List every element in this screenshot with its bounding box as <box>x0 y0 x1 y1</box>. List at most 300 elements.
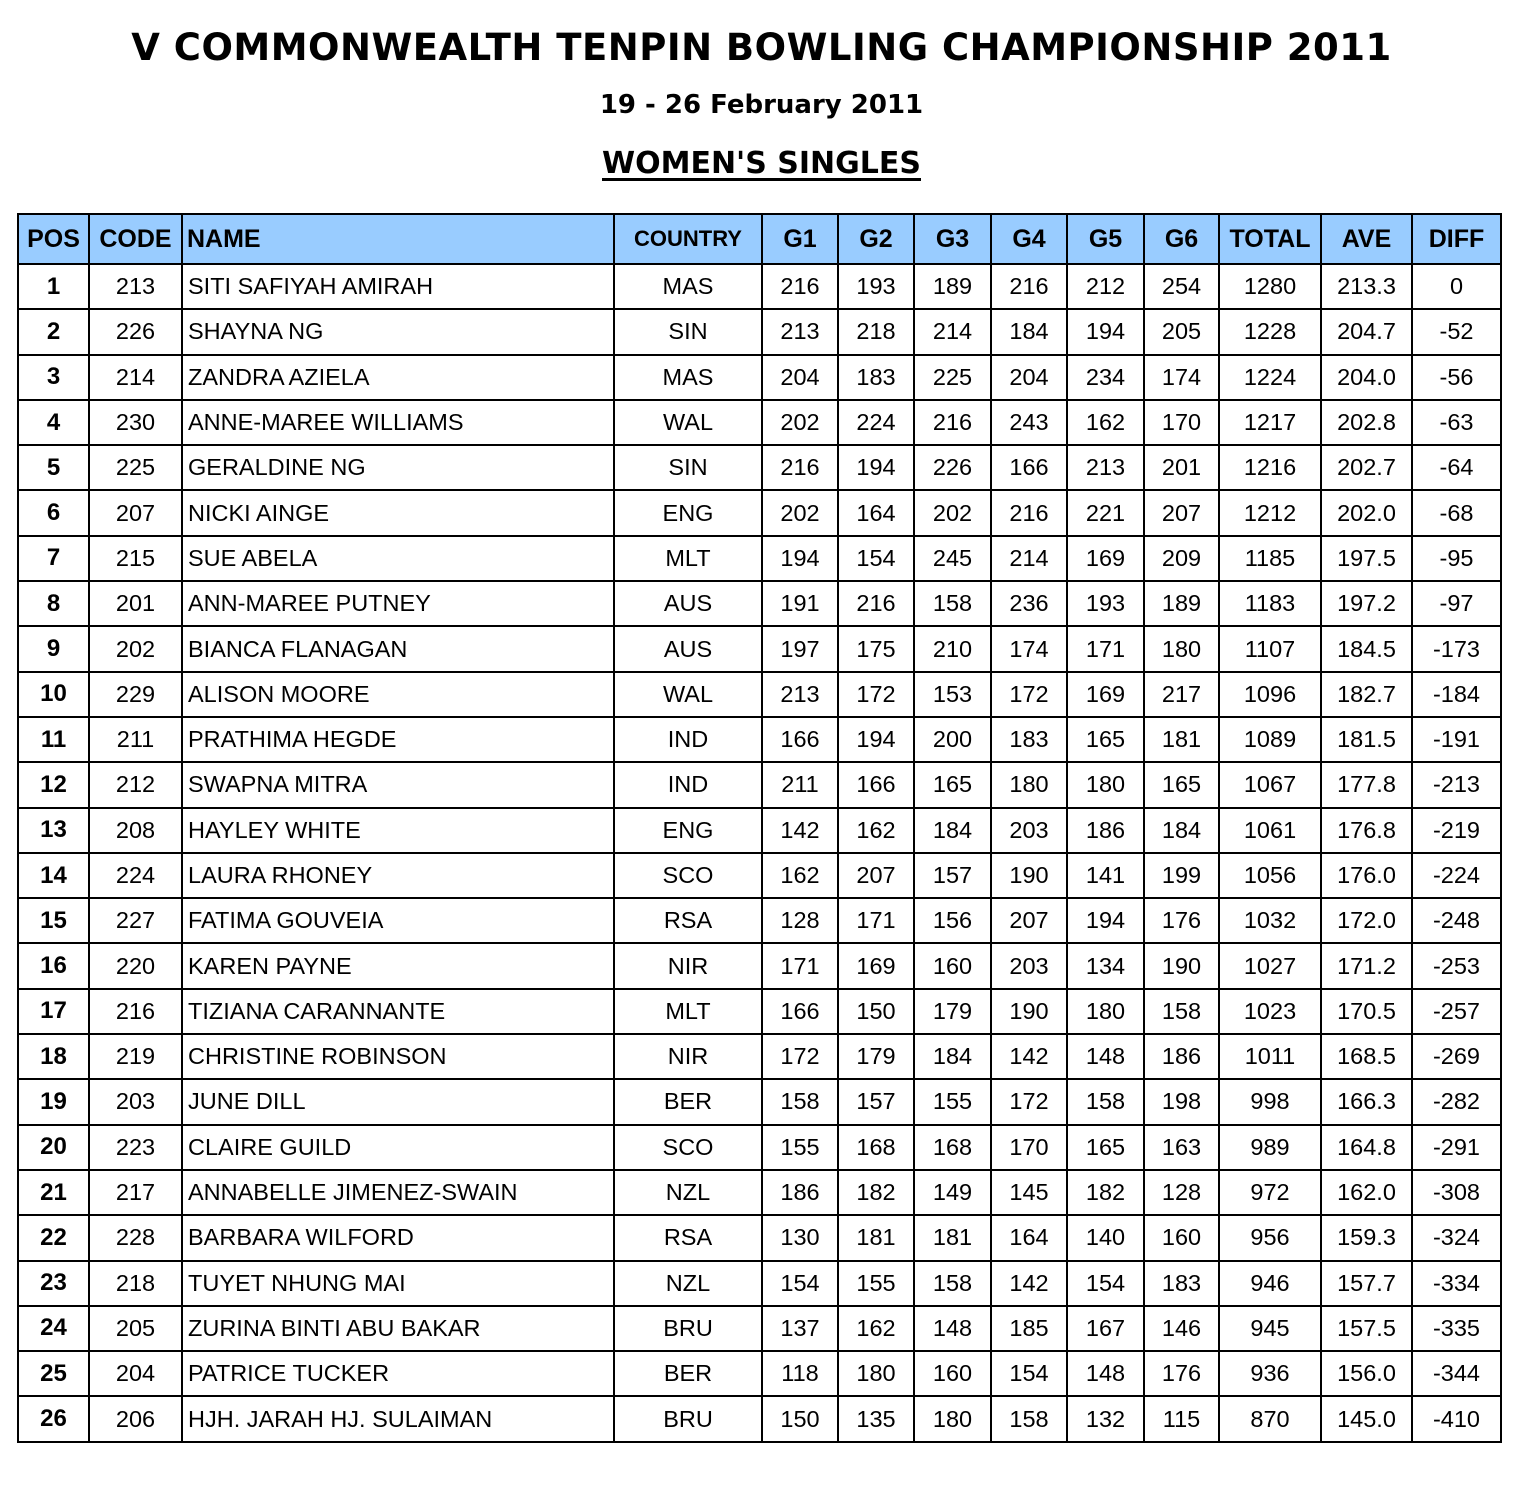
table-row <box>18 1306 1501 1351</box>
cell-ave: 176.0 <box>1321 853 1412 898</box>
table-row <box>18 1125 1501 1170</box>
cell-pos: 7 <box>18 536 89 581</box>
header-g1: G1 <box>762 214 838 264</box>
cell-name: ZANDRA AZIELA <box>182 355 614 400</box>
cell-code: 213 <box>89 264 182 309</box>
cell-g6: 158 <box>1144 989 1219 1034</box>
cell-g2: 182 <box>838 1170 914 1215</box>
cell-name: CLAIRE GUILD <box>182 1125 614 1170</box>
cell-pos: 6 <box>18 490 89 535</box>
cell-g2: 162 <box>838 808 914 853</box>
cell-g3: 148 <box>914 1306 991 1351</box>
cell-g3: 210 <box>914 626 991 671</box>
cell-code: 217 <box>89 1170 182 1215</box>
cell-country: NZL <box>614 1170 762 1215</box>
cell-g2: 162 <box>838 1306 914 1351</box>
cell-pos: 22 <box>18 1215 89 1260</box>
cell-code: 214 <box>89 355 182 400</box>
cell-diff: -324 <box>1412 1215 1501 1260</box>
cell-g5: 212 <box>1067 264 1144 309</box>
cell-country: AUS <box>614 581 762 626</box>
cell-g4: 185 <box>991 1306 1067 1351</box>
cell-total: 1216 <box>1219 445 1321 490</box>
cell-pos: 2 <box>18 309 89 354</box>
cell-g3: 189 <box>914 264 991 309</box>
table-row <box>18 943 1501 988</box>
event-name-text: WOMEN'S SINGLES <box>602 146 921 181</box>
cell-g4: 236 <box>991 581 1067 626</box>
cell-g1: 194 <box>762 536 838 581</box>
cell-g4: 184 <box>991 309 1067 354</box>
header-g3: G3 <box>914 214 991 264</box>
cell-code: 203 <box>89 1079 182 1124</box>
cell-g4: 203 <box>991 808 1067 853</box>
header-g4: G4 <box>991 214 1067 264</box>
cell-code: 212 <box>89 762 182 807</box>
cell-g5: 182 <box>1067 1170 1144 1215</box>
cell-diff: -410 <box>1412 1396 1501 1441</box>
cell-code: 202 <box>89 626 182 671</box>
table-row <box>18 1170 1501 1215</box>
cell-g3: 160 <box>914 1351 991 1396</box>
cell-g6: 160 <box>1144 1215 1219 1260</box>
cell-g3: 149 <box>914 1170 991 1215</box>
cell-g3: 153 <box>914 672 991 717</box>
cell-g4: 172 <box>991 1079 1067 1124</box>
cell-g4: 142 <box>991 1261 1067 1306</box>
cell-code: 218 <box>89 1261 182 1306</box>
cell-ave: 168.5 <box>1321 1034 1412 1079</box>
cell-g2: 183 <box>838 355 914 400</box>
cell-name: HJH. JARAH HJ. SULAIMAN <box>182 1396 614 1441</box>
cell-diff: -334 <box>1412 1261 1501 1306</box>
cell-g6: 176 <box>1144 898 1219 943</box>
cell-g1: 216 <box>762 445 838 490</box>
table-row <box>18 1396 1501 1441</box>
cell-pos: 14 <box>18 853 89 898</box>
cell-g2: 224 <box>838 400 914 445</box>
cell-pos: 16 <box>18 943 89 988</box>
cell-g5: 158 <box>1067 1079 1144 1124</box>
cell-g6: 170 <box>1144 400 1219 445</box>
cell-g4: 190 <box>991 853 1067 898</box>
cell-g4: 204 <box>991 355 1067 400</box>
cell-name: LAURA RHONEY <box>182 853 614 898</box>
cell-country: NZL <box>614 1261 762 1306</box>
cell-g1: 142 <box>762 808 838 853</box>
header-g5: G5 <box>1067 214 1144 264</box>
table-row <box>18 898 1501 943</box>
cell-g6: 146 <box>1144 1306 1219 1351</box>
cell-g3: 225 <box>914 355 991 400</box>
cell-g6: 201 <box>1144 445 1219 490</box>
cell-total: 870 <box>1219 1396 1321 1441</box>
cell-pos: 4 <box>18 400 89 445</box>
cell-g3: 181 <box>914 1215 991 1260</box>
table-row <box>18 264 1501 309</box>
cell-g3: 226 <box>914 445 991 490</box>
cell-g3: 158 <box>914 1261 991 1306</box>
cell-pos: 12 <box>18 762 89 807</box>
cell-diff: -68 <box>1412 490 1501 535</box>
cell-g4: 145 <box>991 1170 1067 1215</box>
cell-g2: 171 <box>838 898 914 943</box>
cell-total: 1183 <box>1219 581 1321 626</box>
cell-g6: 207 <box>1144 490 1219 535</box>
cell-country: SCO <box>614 1125 762 1170</box>
cell-pos: 10 <box>18 672 89 717</box>
header-diff: DIFF <box>1412 214 1501 264</box>
cell-total: 1011 <box>1219 1034 1321 1079</box>
cell-pos: 1 <box>18 264 89 309</box>
cell-g5: 165 <box>1067 1125 1144 1170</box>
cell-g5: 180 <box>1067 762 1144 807</box>
cell-pos: 26 <box>18 1396 89 1441</box>
cell-g6: 165 <box>1144 762 1219 807</box>
cell-g2: 179 <box>838 1034 914 1079</box>
cell-name: ZURINA BINTI ABU BAKAR <box>182 1306 614 1351</box>
cell-g1: 202 <box>762 490 838 535</box>
cell-g6: 163 <box>1144 1125 1219 1170</box>
cell-g6: 180 <box>1144 626 1219 671</box>
cell-code: 205 <box>89 1306 182 1351</box>
cell-code: 228 <box>89 1215 182 1260</box>
cell-diff: -344 <box>1412 1351 1501 1396</box>
cell-diff: -257 <box>1412 989 1501 1034</box>
cell-total: 936 <box>1219 1351 1321 1396</box>
event-dates: 19 - 26 February 2011 <box>599 90 924 120</box>
cell-total: 1185 <box>1219 536 1321 581</box>
cell-g5: 169 <box>1067 536 1144 581</box>
cell-country: NIR <box>614 1034 762 1079</box>
cell-code: 204 <box>89 1351 182 1396</box>
cell-code: 224 <box>89 853 182 898</box>
cell-g2: 150 <box>838 989 914 1034</box>
cell-diff: -335 <box>1412 1306 1501 1351</box>
cell-name: SHAYNA NG <box>182 309 614 354</box>
cell-code: 215 <box>89 536 182 581</box>
cell-country: WAL <box>614 672 762 717</box>
table-row <box>18 1034 1501 1079</box>
cell-total: 1107 <box>1219 626 1321 671</box>
cell-g2: 175 <box>838 626 914 671</box>
cell-g5: 194 <box>1067 898 1144 943</box>
cell-ave: 171.2 <box>1321 943 1412 988</box>
cell-pos: 15 <box>18 898 89 943</box>
cell-g1: 158 <box>762 1079 838 1124</box>
cell-country: BER <box>614 1351 762 1396</box>
cell-g4: 216 <box>991 264 1067 309</box>
cell-ave: 156.0 <box>1321 1351 1412 1396</box>
cell-g5: 148 <box>1067 1034 1144 1079</box>
table-row <box>18 1261 1501 1306</box>
cell-g1: 150 <box>762 1396 838 1441</box>
header-country: COUNTRY <box>614 214 762 264</box>
cell-name: TUYET NHUNG MAI <box>182 1261 614 1306</box>
cell-g1: 130 <box>762 1215 838 1260</box>
cell-g5: 162 <box>1067 400 1144 445</box>
cell-g2: 172 <box>838 672 914 717</box>
table-header-row <box>18 214 1501 264</box>
cell-code: 206 <box>89 1396 182 1441</box>
cell-total: 1089 <box>1219 717 1321 762</box>
cell-total: 1027 <box>1219 943 1321 988</box>
cell-ave: 159.3 <box>1321 1215 1412 1260</box>
cell-ave: 202.0 <box>1321 490 1412 535</box>
cell-g4: 142 <box>991 1034 1067 1079</box>
cell-g6: 199 <box>1144 853 1219 898</box>
cell-g6: 184 <box>1144 808 1219 853</box>
cell-g2: 157 <box>838 1079 914 1124</box>
cell-g3: 200 <box>914 717 991 762</box>
cell-country: WAL <box>614 400 762 445</box>
cell-g5: 180 <box>1067 989 1144 1034</box>
cell-ave: 204.7 <box>1321 309 1412 354</box>
cell-ave: 157.7 <box>1321 1261 1412 1306</box>
cell-ave: 172.0 <box>1321 898 1412 943</box>
cell-name: PRATHIMA HEGDE <box>182 717 614 762</box>
cell-g6: 189 <box>1144 581 1219 626</box>
cell-g4: 183 <box>991 717 1067 762</box>
cell-g6: 217 <box>1144 672 1219 717</box>
cell-country: IND <box>614 762 762 807</box>
table-row <box>18 717 1501 762</box>
cell-country: AUS <box>614 626 762 671</box>
cell-g3: 165 <box>914 762 991 807</box>
cell-g2: 166 <box>838 762 914 807</box>
cell-code: 223 <box>89 1125 182 1170</box>
cell-diff: -191 <box>1412 717 1501 762</box>
cell-total: 1067 <box>1219 762 1321 807</box>
cell-country: MLT <box>614 536 762 581</box>
cell-g3: 184 <box>914 808 991 853</box>
cell-g6: 128 <box>1144 1170 1219 1215</box>
cell-code: 227 <box>89 898 182 943</box>
event-name <box>0 146 1523 181</box>
table-row <box>18 762 1501 807</box>
cell-g1: 211 <box>762 762 838 807</box>
cell-g5: 194 <box>1067 309 1144 354</box>
cell-name: JUNE DILL <box>182 1079 614 1124</box>
cell-g3: 156 <box>914 898 991 943</box>
cell-diff: -56 <box>1412 355 1501 400</box>
cell-g1: 202 <box>762 400 838 445</box>
cell-name: PATRICE TUCKER <box>182 1351 614 1396</box>
cell-pos: 5 <box>18 445 89 490</box>
results-table <box>17 213 1502 1443</box>
table-row <box>18 989 1501 1034</box>
header-name: NAME <box>182 214 614 264</box>
cell-g1: 197 <box>762 626 838 671</box>
table-row <box>18 490 1501 535</box>
table-row <box>18 672 1501 717</box>
cell-g3: 245 <box>914 536 991 581</box>
cell-g2: 154 <box>838 536 914 581</box>
cell-total: 1217 <box>1219 400 1321 445</box>
table-row <box>18 309 1501 354</box>
cell-ave: 213.3 <box>1321 264 1412 309</box>
cell-total: 1023 <box>1219 989 1321 1034</box>
header-g6: G6 <box>1144 214 1219 264</box>
cell-g6: 181 <box>1144 717 1219 762</box>
cell-g4: 172 <box>991 672 1067 717</box>
cell-diff: -184 <box>1412 672 1501 717</box>
cell-ave: 164.8 <box>1321 1125 1412 1170</box>
cell-g2: 181 <box>838 1215 914 1260</box>
cell-diff: -248 <box>1412 898 1501 943</box>
cell-ave: 166.3 <box>1321 1079 1412 1124</box>
table-row <box>18 581 1501 626</box>
cell-pos: 19 <box>18 1079 89 1124</box>
cell-country: SIN <box>614 309 762 354</box>
cell-g5: 169 <box>1067 672 1144 717</box>
cell-pos: 21 <box>18 1170 89 1215</box>
cell-diff: -95 <box>1412 536 1501 581</box>
cell-g1: 118 <box>762 1351 838 1396</box>
cell-g1: 171 <box>762 943 838 988</box>
cell-total: 1212 <box>1219 490 1321 535</box>
cell-pos: 8 <box>18 581 89 626</box>
cell-g2: 164 <box>838 490 914 535</box>
header-ave: AVE <box>1321 214 1412 264</box>
cell-code: 208 <box>89 808 182 853</box>
cell-g2: 216 <box>838 581 914 626</box>
cell-g4: 180 <box>991 762 1067 807</box>
cell-g5: 165 <box>1067 717 1144 762</box>
cell-name: CHRISTINE ROBINSON <box>182 1034 614 1079</box>
cell-ave: 184.5 <box>1321 626 1412 671</box>
cell-pos: 18 <box>18 1034 89 1079</box>
cell-g2: 193 <box>838 264 914 309</box>
cell-name: NICKI AINGE <box>182 490 614 535</box>
table-row <box>18 536 1501 581</box>
cell-g1: 128 <box>762 898 838 943</box>
cell-g3: 157 <box>914 853 991 898</box>
cell-name: SUE ABELA <box>182 536 614 581</box>
cell-total: 1228 <box>1219 309 1321 354</box>
cell-g4: 243 <box>991 400 1067 445</box>
cell-g6: 209 <box>1144 536 1219 581</box>
cell-g5: 167 <box>1067 1306 1144 1351</box>
cell-g5: 132 <box>1067 1396 1144 1441</box>
cell-code: 226 <box>89 309 182 354</box>
cell-g4: 164 <box>991 1215 1067 1260</box>
cell-country: RSA <box>614 1215 762 1260</box>
cell-g2: 194 <box>838 445 914 490</box>
cell-ave: 204.0 <box>1321 355 1412 400</box>
cell-name: BARBARA WILFORD <box>182 1215 614 1260</box>
cell-code: 225 <box>89 445 182 490</box>
cell-diff: -269 <box>1412 1034 1501 1079</box>
cell-name: GERALDINE NG <box>182 445 614 490</box>
cell-g6: 205 <box>1144 309 1219 354</box>
cell-name: KAREN PAYNE <box>182 943 614 988</box>
cell-country: MLT <box>614 989 762 1034</box>
cell-diff: -64 <box>1412 445 1501 490</box>
cell-total: 1061 <box>1219 808 1321 853</box>
cell-ave: 197.2 <box>1321 581 1412 626</box>
cell-diff: -282 <box>1412 1079 1501 1124</box>
table-row <box>18 1215 1501 1260</box>
cell-diff: 0 <box>1412 264 1501 309</box>
cell-diff: -173 <box>1412 626 1501 671</box>
cell-total: 956 <box>1219 1215 1321 1260</box>
cell-g6: 174 <box>1144 355 1219 400</box>
cell-g5: 193 <box>1067 581 1144 626</box>
cell-country: NIR <box>614 943 762 988</box>
cell-name: SWAPNA MITRA <box>182 762 614 807</box>
cell-g4: 154 <box>991 1351 1067 1396</box>
table-row <box>18 1079 1501 1124</box>
cell-code: 219 <box>89 1034 182 1079</box>
cell-name: HAYLEY WHITE <box>182 808 614 853</box>
table-row <box>18 1351 1501 1396</box>
cell-ave: 177.8 <box>1321 762 1412 807</box>
cell-country: BRU <box>614 1306 762 1351</box>
cell-pos: 25 <box>18 1351 89 1396</box>
header-total: TOTAL <box>1219 214 1321 264</box>
cell-ave: 182.7 <box>1321 672 1412 717</box>
cell-country: RSA <box>614 898 762 943</box>
cell-pos: 20 <box>18 1125 89 1170</box>
cell-code: 211 <box>89 717 182 762</box>
cell-g2: 207 <box>838 853 914 898</box>
cell-pos: 23 <box>18 1261 89 1306</box>
cell-pos: 24 <box>18 1306 89 1351</box>
cell-ave: 202.7 <box>1321 445 1412 490</box>
cell-g4: 174 <box>991 626 1067 671</box>
cell-name: ALISON MOORE <box>182 672 614 717</box>
cell-total: 1056 <box>1219 853 1321 898</box>
cell-g1: 204 <box>762 355 838 400</box>
cell-g6: 183 <box>1144 1261 1219 1306</box>
cell-ave: 162.0 <box>1321 1170 1412 1215</box>
cell-code: 207 <box>89 490 182 535</box>
cell-g4: 190 <box>991 989 1067 1034</box>
table-row <box>18 808 1501 853</box>
table-row <box>18 355 1501 400</box>
cell-g5: 221 <box>1067 490 1144 535</box>
cell-g3: 179 <box>914 989 991 1034</box>
cell-pos: 3 <box>18 355 89 400</box>
cell-diff: -52 <box>1412 309 1501 354</box>
cell-name: SITI SAFIYAH AMIRAH <box>182 264 614 309</box>
header-g2: G2 <box>838 214 914 264</box>
cell-g3: 160 <box>914 943 991 988</box>
cell-total: 1096 <box>1219 672 1321 717</box>
cell-g4: 166 <box>991 445 1067 490</box>
cell-g4: 203 <box>991 943 1067 988</box>
cell-g1: 155 <box>762 1125 838 1170</box>
table-row <box>18 445 1501 490</box>
cell-g4: 207 <box>991 898 1067 943</box>
cell-g3: 180 <box>914 1396 991 1441</box>
cell-g3: 216 <box>914 400 991 445</box>
cell-g3: 214 <box>914 309 991 354</box>
cell-g4: 158 <box>991 1396 1067 1441</box>
cell-ave: 176.8 <box>1321 808 1412 853</box>
cell-total: 946 <box>1219 1261 1321 1306</box>
cell-pos: 11 <box>18 717 89 762</box>
table-row <box>18 400 1501 445</box>
cell-ave: 157.5 <box>1321 1306 1412 1351</box>
cell-ave: 202.8 <box>1321 400 1412 445</box>
cell-country: ENG <box>614 490 762 535</box>
cell-g4: 170 <box>991 1125 1067 1170</box>
cell-pos: 9 <box>18 626 89 671</box>
cell-g5: 213 <box>1067 445 1144 490</box>
cell-ave: 181.5 <box>1321 717 1412 762</box>
